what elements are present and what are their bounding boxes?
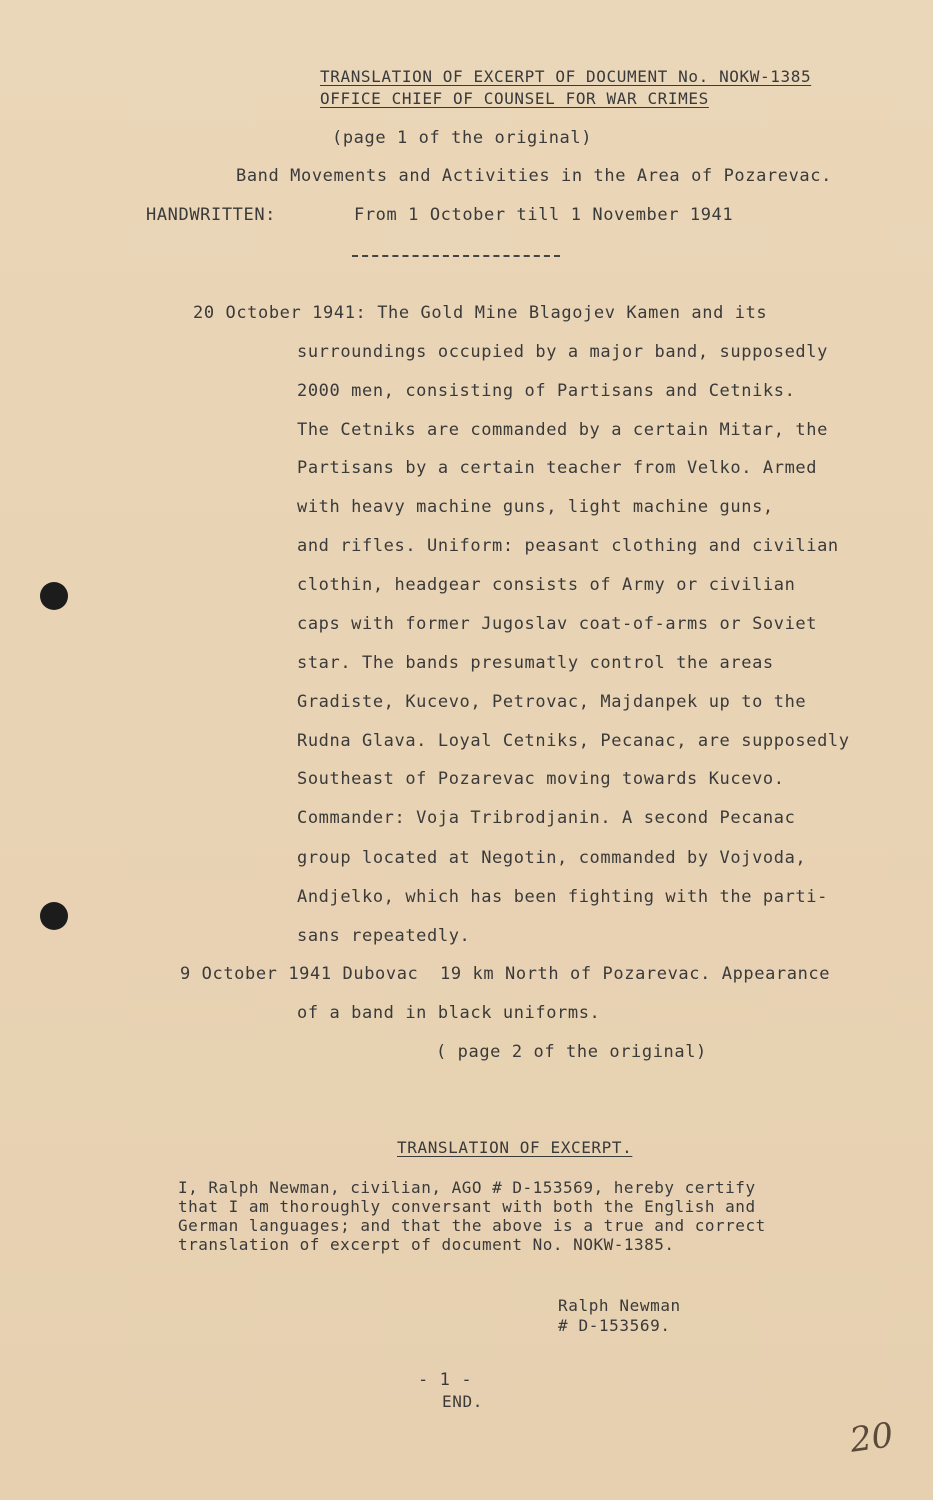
signature-name: Ralph Newman — [558, 1296, 681, 1315]
entry-line: Gradiste, Kucevo, Petrovac, Majdanpek up to the — [297, 692, 807, 712]
handwritten-period: From 1 October till 1 November 1941 — [354, 205, 734, 225]
end-mark: END. — [442, 1392, 483, 1411]
punch-hole-icon — [40, 902, 68, 930]
entry-line: Commander: Voja Tribrodjanin. A second Pecanac — [297, 808, 796, 828]
entry-line: clothin, headgear consists of Army or civilian — [297, 575, 796, 595]
entry-line: The Cetniks are commanded by a certain Mitar, the — [297, 420, 828, 440]
entry-line: Partisans by a certain teacher from Velko. Armed — [297, 458, 818, 478]
entry-line: with heavy machine guns, light machine guns, — [297, 497, 774, 517]
entry-line: group located at Negotin, commanded by Vojvoda, — [297, 848, 807, 868]
entry-line: 20 October 1941: The Gold Mine Blagojev Kamen and its — [193, 303, 768, 323]
handwritten-annotation: 20 — [847, 1415, 896, 1461]
entry-line: and rifles. Uniform: peasant clothing and civilian — [297, 536, 839, 556]
entry-line: caps with former Jugoslav coat-of-arms or Soviet — [297, 614, 818, 634]
entry-line: 9 October 1941 Dubovac 19 km North of Pozarevac. Appearance — [180, 964, 831, 984]
certificate-line: German languages; and that the above is a true and correct — [178, 1216, 766, 1235]
certificate-line: that I am thoroughly conversant with both the English and — [178, 1197, 756, 1216]
subject-line: Band Movements and Activities in the Area of Pozarevac. — [236, 166, 832, 186]
entry-line: Southeast of Pozarevac moving towards Kucevo. — [297, 769, 785, 789]
entry-line: Rudna Glava. Loyal Cetniks, Pecanac, are supposedly — [297, 731, 850, 751]
page-number: - 1 - — [418, 1370, 473, 1390]
page-ref-2: ( page 2 of the original) — [436, 1042, 707, 1062]
entry-line: 2000 men, consisting of Partisans and Cetniks. — [297, 381, 796, 401]
entry-line: Andjelko, which has been fighting with the parti- — [297, 887, 828, 907]
punch-hole-icon — [40, 582, 68, 610]
header-office: OFFICE CHIEF OF COUNSEL FOR WAR CRIMES — [320, 89, 709, 108]
entry-line: star. The bands presumatly control the areas — [297, 653, 774, 673]
handwritten-label: HANDWRITTEN: — [146, 205, 277, 225]
signature-id: # D-153569. — [558, 1316, 671, 1335]
entry-line: surroundings occupied by a major band, supposedly — [297, 342, 828, 362]
header-title: TRANSLATION OF EXCERPT OF DOCUMENT No. NOKW-1385 — [320, 67, 812, 86]
entry-line: of a band in black uniforms. — [297, 1003, 601, 1023]
certificate-line: I, Ralph Newman, civilian, AGO # D-153569, hereby certify — [178, 1178, 756, 1197]
certificate-title: TRANSLATION OF EXCERPT. — [397, 1138, 633, 1157]
separator-line — [352, 255, 560, 257]
page-ref-1: (page 1 of the original) — [332, 128, 593, 148]
entry-line: sans repeatedly. — [297, 926, 471, 946]
certificate-line: translation of excerpt of document No. NOKW-1385. — [178, 1235, 675, 1254]
